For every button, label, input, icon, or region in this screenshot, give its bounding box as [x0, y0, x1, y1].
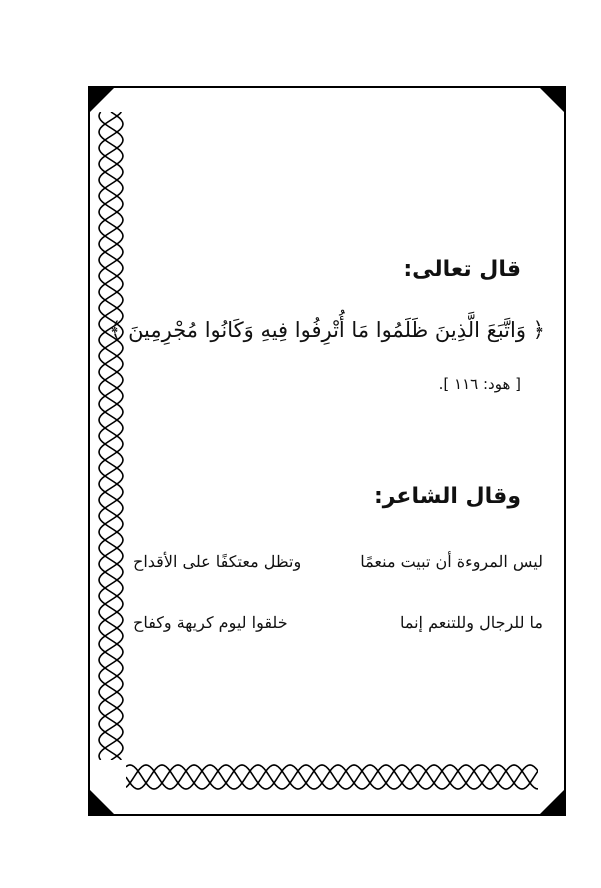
heading-poet: وقال الشاعر: — [373, 484, 521, 509]
poem-line — [133, 552, 543, 571]
quran-verse: ﴿ وَاتَّبَعَ الَّذِينَ ظَلَمُوا مَا أُتْرِفُوا فِيهِ وَكَانُوا مُجْرِمِينَ ﴾ — [109, 318, 545, 342]
braid-border-left — [94, 112, 128, 760]
poem-hemistich-second: وتظل معتكفًا على الأقداح — [133, 552, 302, 571]
page-frame — [88, 86, 566, 816]
corner-ornament-top-right — [538, 86, 566, 114]
verse-citation: [ هود: ١١٦ ]. — [438, 375, 521, 393]
braid-border-bottom — [126, 760, 538, 794]
corner-ornament-top-left — [88, 86, 116, 114]
poem-hemistich-second: خلقوا ليوم كريهة وكفاح — [133, 613, 288, 632]
poem-line — [133, 613, 543, 632]
corner-ornament-bottom-left — [88, 788, 116, 816]
poem-hemistich-first: ما للرجال وللتنعم إنما — [399, 613, 543, 632]
corner-ornament-bottom-right — [538, 788, 566, 816]
poem-hemistich-first: ليس المروءة أن تبيت منعمًا — [360, 552, 543, 571]
heading-quran: قال تعالى: — [403, 257, 521, 282]
